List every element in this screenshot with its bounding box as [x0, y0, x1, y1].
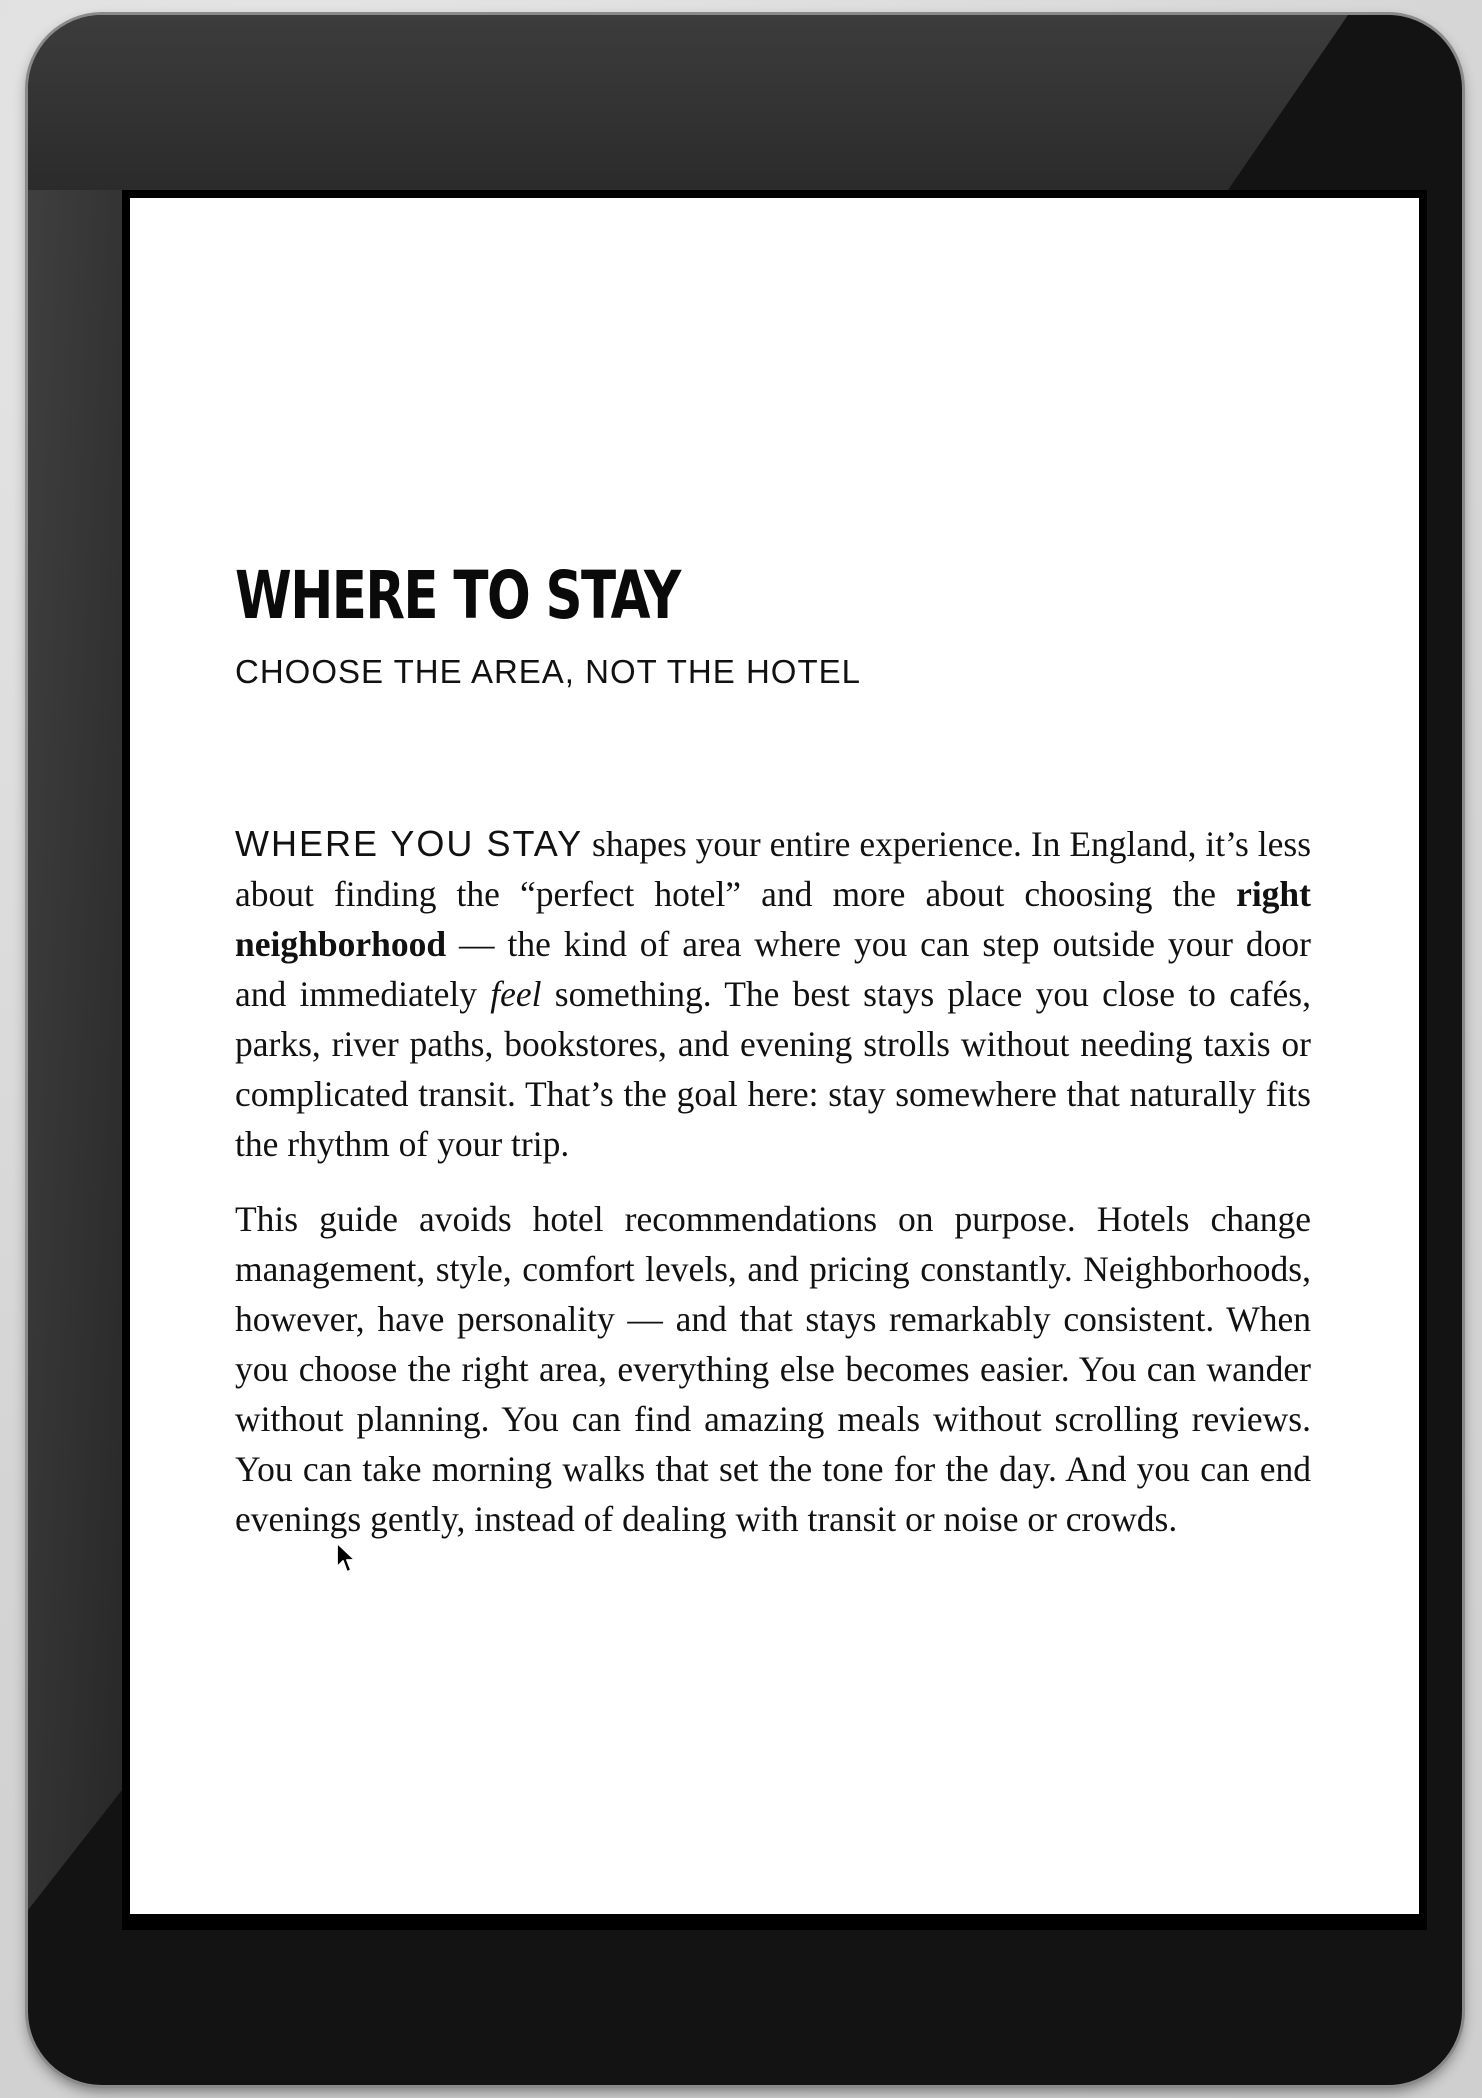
italic-word: feel	[490, 974, 542, 1014]
bold-phrase: right neighborhood	[235, 874, 1311, 964]
paragraph-lead-in: WHERE YOU STAY	[235, 823, 584, 864]
tablet-screen	[122, 190, 1427, 1930]
paragraph-text: — the kind of area where you can step outside your door and immediately	[235, 924, 1311, 1014]
chapter-subtitle: CHOOSE THE AREA, NOT THE HOTEL	[235, 653, 861, 690]
chapter-title: WHERE TO STAY	[235, 557, 680, 634]
ebook-page[interactable]	[130, 198, 1419, 1914]
tablet-device	[28, 15, 1462, 2085]
mouse-pointer-icon	[335, 1542, 357, 1574]
body-paragraph-1	[235, 819, 1311, 1169]
page-content	[235, 557, 1312, 1544]
body-paragraph-2: This guide avoids hotel recommendations on purpose. Hotels change management, style, comfort levels, and pricing constantly. Neighborhoods, however, have personality — and that stays remarkably consistent. When you choose the right area, everything else becomes easier. You can wander without planning. You can find amazing meals without scrolling reviews. You can take morning walks that set the tone for the day. And you can end evenings gently, instead of dealing with transit or noise or crowds.	[235, 1199, 1311, 1539]
paragraph-text: something. The best stays place you close to cafés, parks, river paths, bookstores, and evening strolls without needing taxis or complicated transit. That’s the goal here: stay somewhere that naturally fits the rhythm of your trip.	[235, 974, 1311, 1164]
paragraph-text: shapes your entire experience. In England, it’s less about finding the “perfect hotel” and more about choosing the	[235, 824, 1312, 914]
